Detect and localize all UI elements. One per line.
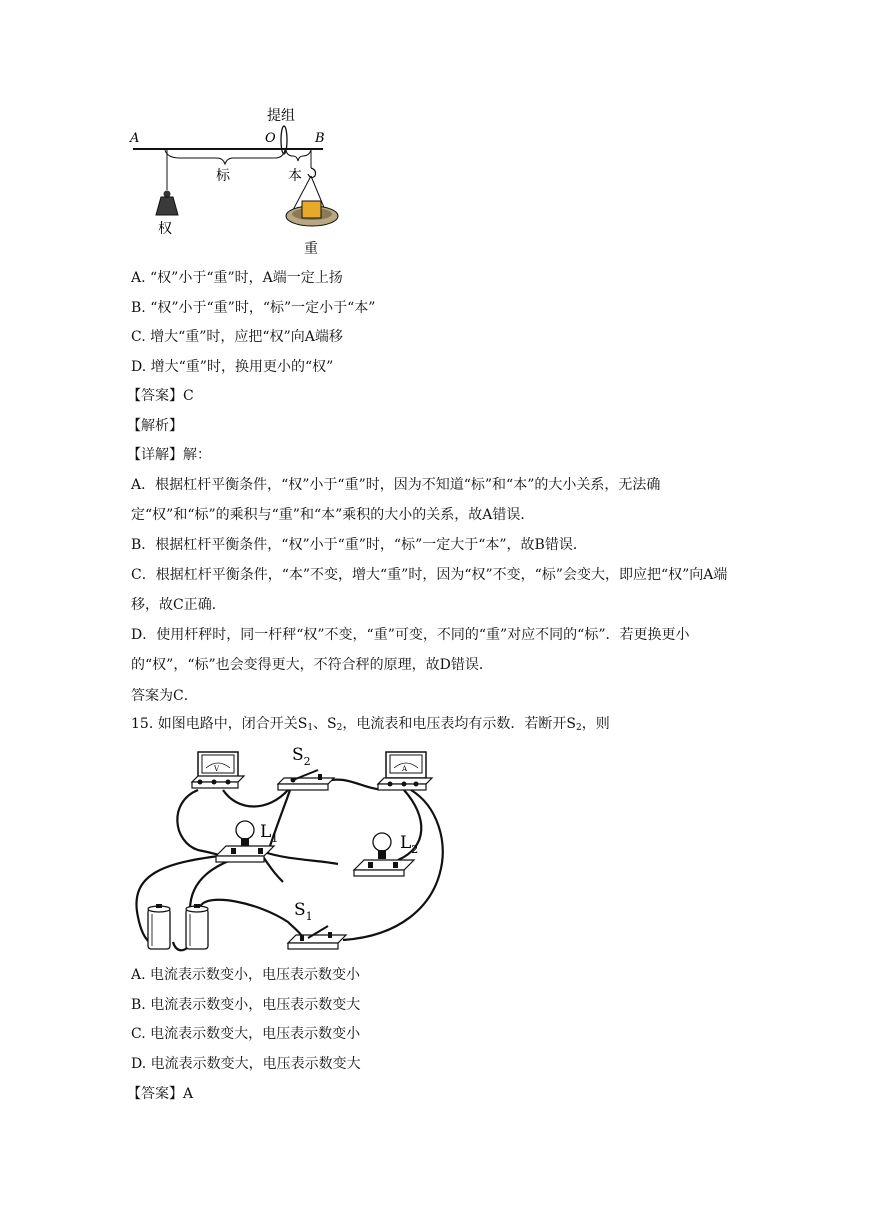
q14-option-d: D. 增大“重”时，换用更小的“权”: [131, 359, 334, 375]
q14-option-a: A. “权”小于“重”时，A端一定上扬: [131, 270, 343, 286]
q14-conclusion: 答案为C．: [131, 688, 198, 704]
q15-stem: [131, 714, 610, 734]
weight-knob: [164, 191, 171, 198]
label-o: O: [265, 131, 276, 146]
q14-explanation-b: B．根据杠杆平衡条件，“权”小于“重”时，“标”一定大于“本”，故B错误．: [131, 537, 587, 553]
q14-detail-title: 【详解】解：: [127, 447, 211, 463]
q14-option-b: B. “权”小于“重”时，“标”一定小于“本”: [131, 300, 376, 316]
q15-sub1: 1: [307, 723, 314, 733]
q15-option-a: A. 电流表示数变小，电压表示数变小: [131, 967, 361, 983]
q14-explanation-d: D．使用杆秤时，同一杆秤“权”不变，“重”可变，不同的“重”对应不同的“标”．若更换更小的“权”，“标”也会变得更大，不符合秤的原理，故D错误．: [131, 627, 690, 673]
switch-s2: [278, 745, 334, 790]
battery-pack: [148, 904, 208, 949]
voltmeter-letter: V: [214, 765, 220, 773]
q15-sub2: 2: [336, 723, 343, 733]
q15-sub3: 2: [575, 723, 582, 733]
hook: [308, 168, 316, 178]
steelyard-figure: [125, 100, 345, 260]
switch-s1: [288, 900, 346, 949]
q15-option-c: C. 电流表示数变大，电压表示数变小: [131, 1026, 361, 1042]
q15-option-b: B. 电流表示数变小，电压表示数变大: [131, 997, 361, 1013]
load-object: [302, 201, 321, 218]
brace-ben: [286, 150, 311, 161]
label-a: A: [130, 131, 140, 146]
q15-option-d: D. 电流表示数变大，电压表示数变大: [131, 1056, 361, 1072]
ammeter-letter: A: [402, 765, 408, 773]
q15-answer: 【答案】A: [127, 1086, 194, 1102]
label-l2: $L_2$: [400, 833, 419, 856]
q14-option-c: C. 增大“重”时，应把“权”向A端移: [131, 329, 343, 345]
q15-stem-suffix: ，则: [581, 716, 610, 732]
label-s1: $S_1$: [294, 900, 313, 923]
label-tizu: 提组: [267, 108, 295, 124]
label-l1: $L_1$: [260, 822, 279, 845]
counterweight: [156, 197, 178, 215]
q14-explanation-c: C．根据杠杆平衡条件，“本”不变，增大“重”时，因为“权”不变，“标”会变大，即应把“权”向A端移，故C正确．: [131, 567, 728, 613]
brace-biao: [165, 150, 285, 164]
q15-stem-mid: 、S: [313, 716, 337, 732]
voltmeter: [192, 752, 244, 788]
q14-analysis-title: 【解析】: [127, 418, 183, 434]
circuit-figure: [128, 742, 453, 957]
label-ben: 本: [288, 168, 302, 184]
bulb-l1: [216, 821, 278, 862]
q14-explanation-a: A．根据杠杆平衡条件，“权”小于“重”时，因为不知道“标”和“本”的大小关系，无法确定“权”和“标”的乘积与“重”和“本”乘积的大小的关系，故A错误．: [131, 477, 661, 523]
q14-answer: 【答案】C: [127, 388, 194, 404]
q15-stem-mid2: ，电流表和电压表均有示数．若断开S: [342, 716, 576, 732]
label-s2: $S_2$: [292, 745, 311, 768]
label-biao: 标: [216, 168, 230, 184]
q15-stem-prefix: 15. 如图电路中，闭合开关S: [131, 716, 308, 732]
label-b: B: [315, 131, 325, 146]
label-zhong: 重: [304, 241, 318, 257]
label-quan: 权: [158, 221, 172, 237]
ammeter: [378, 752, 432, 790]
